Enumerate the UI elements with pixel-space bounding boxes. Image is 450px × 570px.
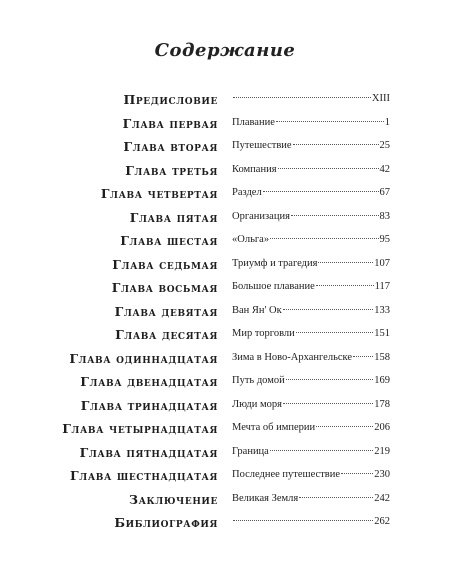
toc-entry [232,211,390,222]
chapter-label: Глава четырнадцатая [62,421,218,436]
toc-row [0,139,450,163]
toc-row [0,327,450,351]
dot-leader [316,285,374,286]
toc-entry [232,258,390,269]
chapter-title: Раздел [232,187,262,198]
chapter-title: Последнее путешествие [232,469,341,480]
dot-leader [270,238,378,239]
toc-entry [232,399,390,410]
toc-entry [232,422,390,433]
dot-leader [316,426,373,427]
dot-leader [278,168,379,169]
dot-leader [296,332,373,333]
chapter-title: Великая Земля [232,492,299,504]
page-title: Содержание [154,40,296,61]
chapter-label: Глава пятая [129,209,218,225]
dot-leader [233,520,373,521]
chapter-label: Глава шестнадцатая [70,468,218,483]
toc-entry [232,493,390,504]
toc-entry [232,305,390,316]
toc-row [0,468,450,492]
toc-entry [232,281,390,292]
toc-entry [232,446,390,457]
page-number: 151 [374,328,390,339]
toc-entry [232,140,390,151]
chapter-title: Граница [232,445,269,457]
page-number: 95 [379,234,390,245]
chapter-label: Глава вторая [123,139,218,154]
page-number: 25 [379,140,390,151]
toc-entry [232,516,390,527]
page-number: 158 [374,351,390,363]
chapter-label: Глава десятая [115,327,218,342]
dot-leader [291,215,379,216]
chapter-title: Мир торговли [232,328,295,339]
page-number: 107 [374,257,390,269]
chapter-label: Глава одиннадцатая [69,350,218,366]
toc-row [0,515,450,539]
chapter-title: Мечта об империи [232,422,316,433]
dot-leader [299,497,373,498]
toc-row [0,163,450,187]
chapter-label: Заключение [128,491,218,507]
dot-leader [233,97,371,98]
page-number: 219 [374,445,390,457]
toc-row [0,351,450,375]
toc-entry [232,469,390,480]
dot-leader [318,262,373,263]
page-number: 42 [379,163,390,175]
toc-entry [232,117,390,128]
page-number: 133 [374,304,390,316]
toc-row [0,445,450,469]
toc-row [0,374,450,398]
chapter-title: Путь домой [232,375,285,386]
toc-entry [232,187,390,198]
toc-row [0,304,450,328]
chapter-title: Компания [232,163,277,175]
page-number: 67 [379,187,390,198]
chapter-label: Глава пятнадцатая [79,444,218,460]
chapter-label: Глава третья [125,162,218,178]
chapter-label: Глава восьмая [111,280,218,295]
toc-entry [232,234,390,245]
chapter-title: Организация [232,210,290,222]
toc-row [0,186,450,210]
chapter-label: Глава девятая [114,303,218,319]
chapter-title: Триумф и трагедия [232,257,318,269]
toc-row [0,210,450,234]
chapter-label: Предисловие [123,92,218,107]
chapter-title: Плавание [232,116,275,128]
toc-row [0,92,450,116]
page-number: XIII [371,93,390,104]
chapter-title: Люди моря [232,398,282,410]
toc-entry [232,164,390,175]
chapter-title: Путешествие [232,140,292,151]
chapter-label: Глава четвертая [100,186,218,201]
table-of-contents [0,92,450,539]
chapter-label: Библиография [114,515,218,530]
page-number: 242 [374,492,390,504]
toc-entry [232,375,390,386]
toc-row [0,421,450,445]
page-number: 262 [374,516,390,527]
toc-row [0,280,450,304]
chapter-label: Глава седьмая [112,256,218,272]
page-number: 230 [374,469,390,480]
page-number: 83 [379,210,390,222]
toc-entry [232,93,390,104]
toc-row [0,257,450,281]
toc-row [0,398,450,422]
dot-leader [353,356,373,357]
page-number: 117 [374,281,390,292]
toc-entry [232,352,390,363]
dot-leader [283,309,374,310]
dot-leader [263,191,379,192]
dot-leader [341,473,373,474]
dot-leader [286,379,374,380]
page-number: 169 [374,375,390,386]
chapter-label: Глава шестая [120,233,218,248]
chapter-title: «Ольга» [232,234,270,245]
toc-entry [232,328,390,339]
dot-leader [276,121,384,122]
dot-leader [283,403,373,404]
page-number: 178 [374,398,390,410]
page-number: 206 [374,422,390,433]
dot-leader [293,144,379,145]
chapter-title: Зима в Ново-Архангельске [232,351,353,363]
chapter-title: Ван Ян' Ок [232,304,282,316]
chapter-label: Глава тринадцатая [80,397,218,413]
toc-row [0,233,450,257]
toc-row [0,116,450,140]
chapter-label: Глава двенадцатая [80,374,218,389]
page-number: 1 [384,116,390,128]
toc-row [0,492,450,516]
chapter-label: Глава первая [122,115,218,131]
dot-leader [270,450,373,451]
chapter-title: Большое плавание [232,281,315,292]
